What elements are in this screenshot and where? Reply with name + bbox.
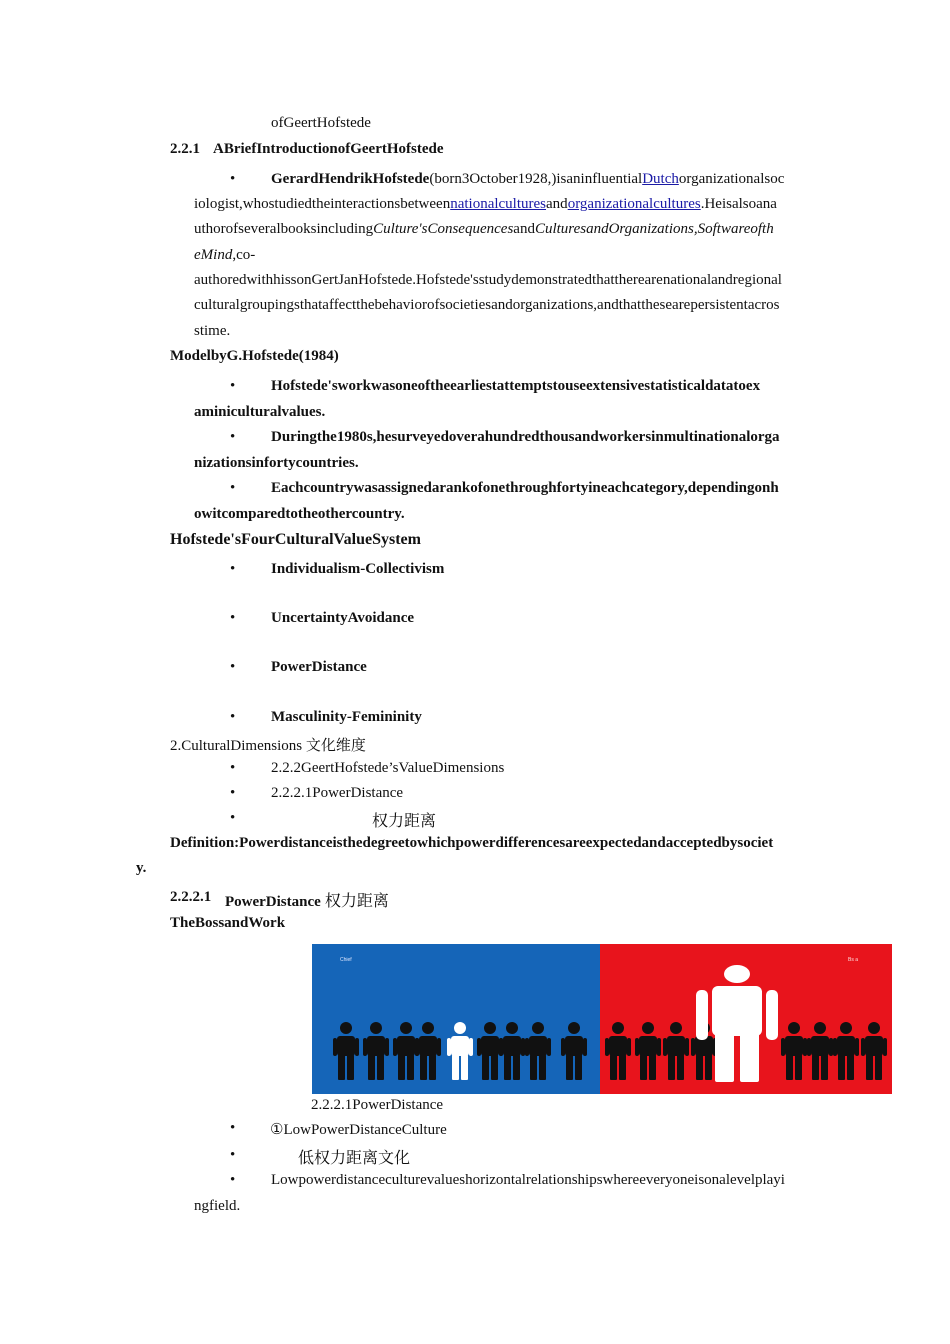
book-title: eMind: [194, 247, 233, 263]
intro-line-1: [271, 171, 784, 188]
model-bullet-3: Eachcountrywasassignedarankofonethroughfortyineachcategory,dependingonh: [271, 480, 779, 496]
dimension-item: PowerDistance: [271, 659, 367, 675]
low-pd-description: Lowpowerdistanceculturevalueshorizontalrelationshipswhereeveryoneisonalevelplayi: [271, 1172, 785, 1188]
intro-text: (born3October1928,)isaninfluential: [429, 171, 643, 187]
bullet-marker: •: [230, 760, 236, 776]
subsection-item: 2.2.2GeertHofstede’sValueDimensions: [271, 760, 505, 776]
bullet-marker: •: [230, 1120, 236, 1136]
intro-text: and: [513, 221, 535, 237]
low-pd-chinese: 低权力距离文化: [298, 1150, 411, 1167]
book-title: Culture'sConsequences: [373, 221, 514, 237]
bullet-marker: •: [230, 709, 236, 725]
person-name: GerardHendrikHofstede: [271, 171, 430, 187]
bullet-marker: •: [230, 561, 236, 577]
intro-line-3: [194, 221, 774, 238]
model-bullet-2-cont: nizationsinfortycountries.: [194, 455, 359, 471]
subsection-item: 2.2.2.1PowerDistance: [271, 785, 404, 801]
intro-text: iologist,whostudiedtheinteractionsbetween: [194, 196, 451, 212]
bullet-marker: •: [230, 1172, 236, 1188]
value-system-heading: Hofstede'sFourCulturalValueSystem: [170, 531, 421, 548]
figure-svg: [312, 944, 892, 1094]
low-pd-heading: ①LowPowerDistanceCulture: [270, 1122, 447, 1138]
intro-text: uthorofseveralbooksincluding: [194, 221, 374, 237]
section-title: ABriefIntroductionofGeertHofstede: [213, 141, 444, 157]
bullet-marker: •: [230, 610, 236, 626]
bullet-marker: •: [230, 171, 236, 187]
boss-work-heading: TheBossandWork: [170, 915, 286, 931]
intro-line-4: [194, 247, 255, 264]
intro-text: organizationalsoc: [678, 171, 785, 187]
definition-line: Definition:Powerdistanceisthedegreetowhichpowerdifferencesareexpectedandacceptedbysociet: [170, 835, 774, 851]
definition-line-cont: y.: [136, 860, 147, 876]
book-title: CulturesandOrganizations,Softwareofth: [534, 221, 774, 237]
cultural-dimensions-heading: 2.CulturalDimensions 文化维度: [170, 738, 366, 754]
link-dutch[interactable]: Dutch: [642, 171, 679, 187]
model-bullet-2: Duringthe1980s,hesurveyedoverahundredthousandworkersinmultinationalorga: [271, 429, 780, 445]
figure-caption: 2.2.2.1PowerDistance: [311, 1097, 444, 1113]
power-distance-chinese: 权力距离: [372, 813, 437, 830]
bullet-marker: •: [230, 785, 236, 801]
link-national-cultures[interactable]: nationalcultures: [450, 196, 547, 212]
right-corner-label: Bs a: [848, 957, 859, 963]
model-bullet-1: Hofstede'sworkwasoneoftheearliestattemptstouseextensivestatisticaldatatoex: [271, 378, 761, 394]
intro-text: .Heisalsoana: [700, 196, 777, 212]
bullet-marker: •: [230, 378, 236, 394]
model-bullet-3-cont: owitcomparedtotheothercountry.: [194, 506, 405, 522]
pd-title-en: PowerDistance: [225, 894, 321, 910]
section-number: 2.2.1: [170, 141, 200, 157]
low-pd-description-cont: ngfield.: [194, 1198, 241, 1214]
link-organizational-cultures[interactable]: organizationalcultures: [567, 196, 701, 212]
model-bullet-1-cont: aminiculturalvalues.: [194, 404, 326, 420]
intro-line-2: [194, 196, 777, 213]
dimension-item: Individualism-Collectivism: [271, 561, 445, 577]
intro-line-5: authoredwithhissonGertJanHofstede.Hofstede'sstudydemonstratedthattherearenationalandregional: [194, 272, 782, 288]
bullet-marker: •: [230, 810, 236, 826]
left-corner-label: Chief: [340, 957, 352, 963]
dimension-item: Masculinity-Femininity: [271, 709, 422, 725]
intro-line-7: stime.: [194, 323, 231, 339]
pd-section-number: 2.2.2.1: [170, 889, 212, 905]
bullet-marker: •: [230, 1147, 236, 1163]
bullet-marker: •: [230, 429, 236, 445]
pd-title-cn: 权力距离: [320, 893, 389, 910]
intro-text: and: [546, 196, 568, 212]
dimension-item: UncertaintyAvoidance: [271, 610, 415, 626]
bullet-marker: •: [230, 480, 236, 496]
intro-text: ,co-: [232, 247, 256, 263]
heading-fragment: ofGeertHofstede: [271, 115, 371, 131]
power-distance-illustration: [312, 944, 892, 1094]
intro-line-6: culturalgroupingsthataffectthebehaviorofsocietiesandorganizations,andthatthesearepersistentacros: [194, 297, 780, 313]
bullet-marker: •: [230, 659, 236, 675]
model-heading: ModelbyG.Hofstede(1984): [170, 348, 339, 364]
pd-section-title: [225, 888, 389, 911]
